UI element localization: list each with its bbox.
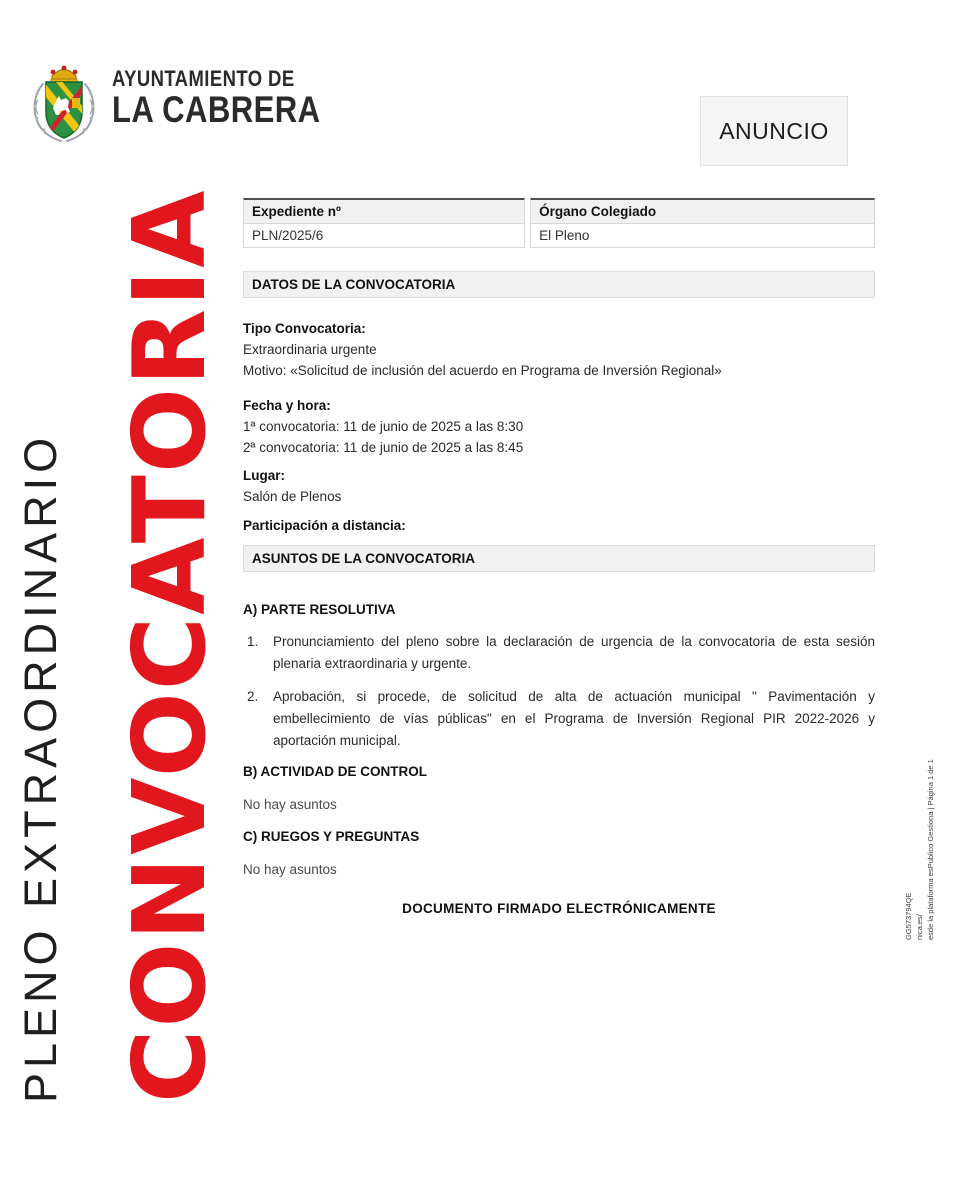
list-item [243,631,875,675]
verification-code: GG573794QE [904,892,913,940]
org-name [112,60,360,128]
participacion-label: Participación a distancia: [243,518,406,533]
expediente-header-cell: Expediente nº [243,198,525,224]
table-header-row [243,198,875,224]
tipo-convocatoria-block [243,318,875,381]
verification-url-fragment: nica.es/ [914,914,924,940]
lugar-label: Lugar: [243,468,285,483]
header-brand [30,60,360,146]
participacion-block [243,515,875,536]
org-name-line1: AYUNTAMIENTO DE [112,66,295,91]
section-header-asuntos: ASUNTOS DE LA CONVOCATORIA [243,545,875,572]
expediente-table [238,198,880,248]
motivo-text: Motivo: «Solicitud de inclusión del acuerdo en Programa de Inversión Regional» [243,363,722,378]
parte-b-title: B) ACTIVIDAD DE CONTROL [243,764,427,779]
parte-b-body: No hay asuntos [243,797,337,812]
parte-a-title: A) PARTE RESOLUTIVA [243,602,396,617]
expediente-value-cell: PLN/2025/6 [243,224,525,248]
lugar-block [243,465,875,507]
document-body [243,198,875,919]
tipo-value: Extraordinaria urgente [243,342,377,357]
primera-convocatoria: 1ª convocatoria: 11 de junio de 2025 a las 8:30 [243,419,524,434]
list-item-number: 1. [247,634,259,649]
organo-header-cell: Órgano Colegiado [530,198,875,224]
municipal-coat-of-arms-icon [30,60,98,146]
org-name-line2: LA CABRERA [112,89,321,130]
verification-side-text [904,759,937,940]
list-item-text: Pronunciamiento del pleno sobre la declaración de urgencia de la convocatoria de esta sesión plenaria extraordinaria y urgente. [273,634,875,671]
signed-electronically-text: DOCUMENTO FIRMADO ELECTRÓNICAMENTE [402,901,716,916]
parte-c-body: No hay asuntos [243,862,337,877]
list-item-number: 2. [247,689,259,704]
fecha-hora-block [243,395,875,458]
platform-page-info: esde la plataforma esPublico Gestiona | Página 1 de 1 [925,759,935,940]
organo-value-cell: El Pleno [530,224,875,248]
parte-c-title: C) RUEGOS Y PREGUNTAS [243,829,420,844]
announcement-title-box: ANUNCIO [700,96,848,166]
fecha-label: Fecha y hora: [243,398,331,413]
watermark-convocatoria: CONVOCATORIA [111,188,228,1103]
tipo-label: Tipo Convocatoria: [243,321,366,336]
list-item [243,686,875,752]
section-header-datos: DATOS DE LA CONVOCATORIA [243,271,875,298]
watermark-pleno-extraordinario: PLENO EXTRAORDINARIO [15,432,66,1103]
list-item-text: Aprobación, si procede, de solicitud de alta de actuación municipal " Pavimentación y embellecimiento de vías públicas" en el Programa de Inversión Regional PIR 2022-2026 y aportación municipal. [273,689,875,748]
lugar-value: Salón de Plenos [243,489,342,504]
segunda-convocatoria: 2ª convocatoria: 11 de junio de 2025 a las 8:45 [243,440,524,455]
table-value-row [243,224,875,248]
